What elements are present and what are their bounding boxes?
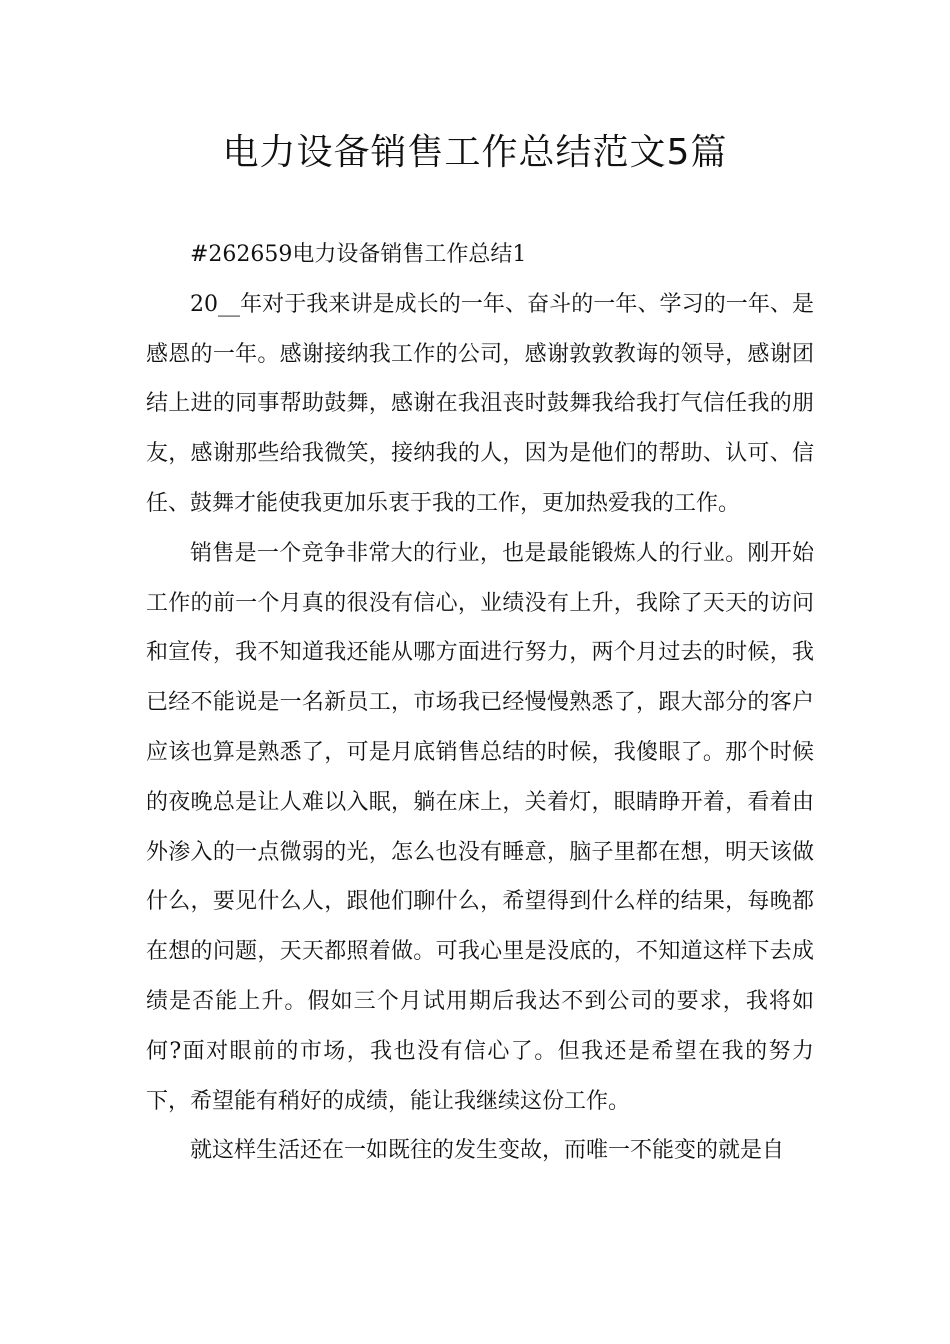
document-body	[146, 230, 814, 1176]
paragraph-2: 销售是一个竞争非常大的行业，也是最能锻炼人的行业。刚开始工作的前一个月真的很没有信心，业绩没有上升，我除了天天的访问和宣传，我不知道我还能从哪方面进行努力，两个月过去的时候，我已经不能说是一名新员工，市场我已经慢慢熟悉了，跟大部分的客户应该也算是熟悉了，可是月底销售总结的时候，我傻眼了。那个时候的夜晚总是让人难以入眠，躺在床上，关着灯，眼睛睁开着，看着由外渗入的一点微弱的光，怎么也没有睡意，脑子里都在想，明天该做什么，要见什么人，跟他们聊什么，希望得到什么样的结果，每晚都在想的问题，天天都照着做。可我心里是没底的，不知道这样下去成绩是否能上升。假如三个月试用期后我达不到公司的要求，我将如何?面对眼前的市场，我也没有信心了。但我还是希望在我的努力下，希望能有稍好的成绩，能让我继续这份工作。	[146, 540, 814, 1114]
section-heading: #262659电力设备销售工作总结1	[190, 242, 527, 267]
paragraph-1: 20__年对于我来讲是成长的一年、奋斗的一年、学习的一年、是感恩的一年。感谢接纳我工作的公司，感谢敦敦教诲的领导，感谢团结上进的同事帮助鼓舞，感谢在我沮丧时鼓舞我给我打气信任我的朋友，感谢那些给我微笑，接纳我的人，因为是他们的帮助、认可、信任、鼓舞才能使我更加乐衷于我的工作，更加热爱我的工作。	[146, 291, 814, 516]
paragraph-3: 就这样生活还在一如既往的发生变故，而唯一不能变的就是自	[190, 1138, 785, 1164]
document-title: 电力设备销售工作总结范文5篇	[222, 132, 728, 173]
